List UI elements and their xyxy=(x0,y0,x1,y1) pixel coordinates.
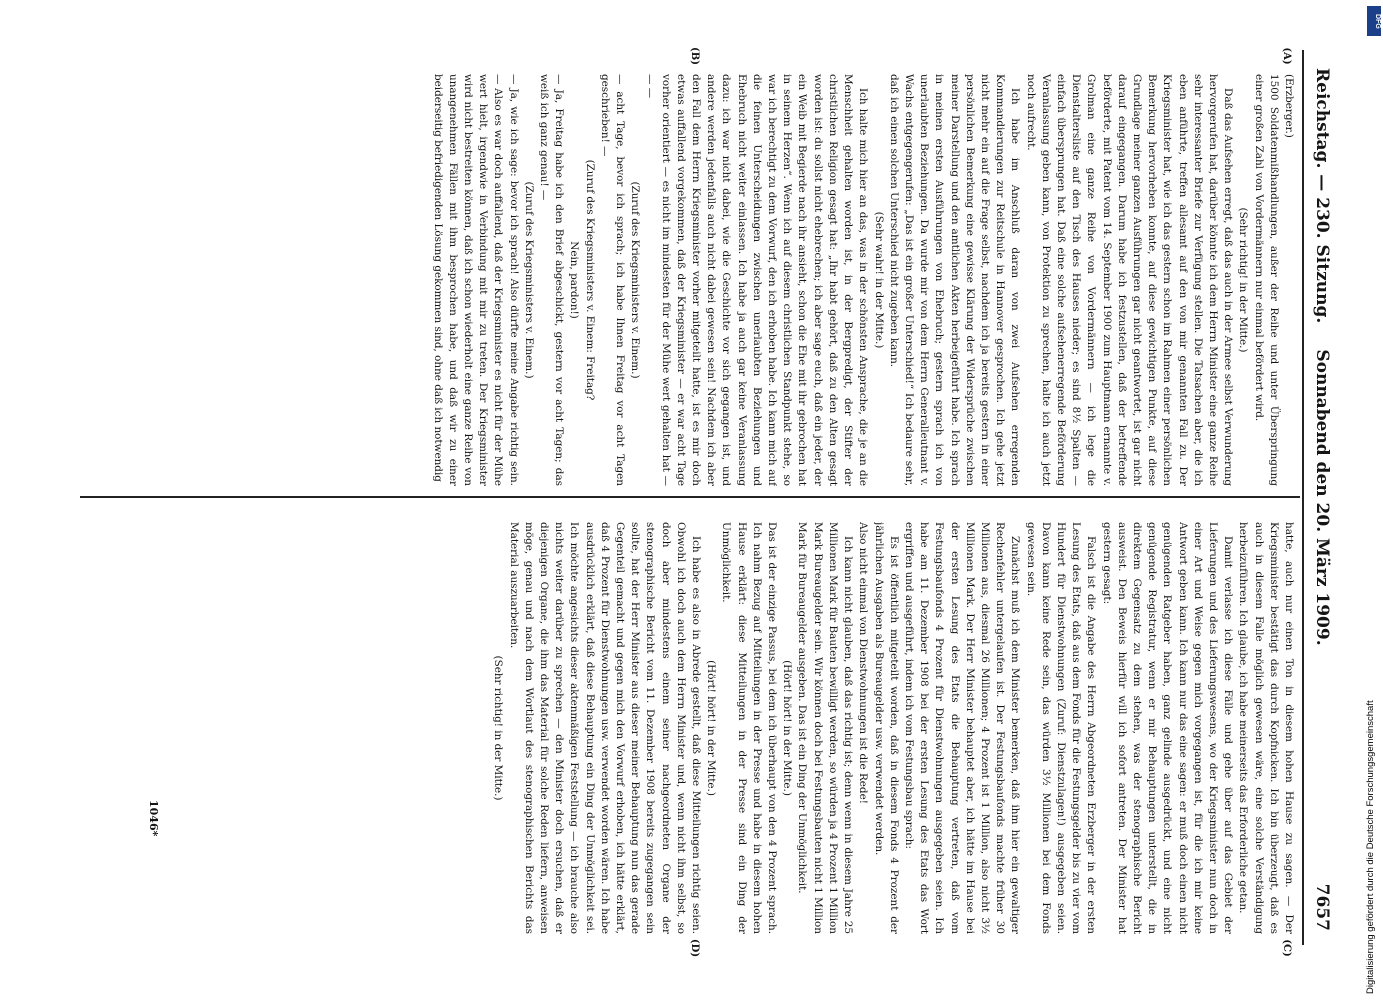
left-column xyxy=(86,74,1296,486)
right-column-paragraph: Das ist der einzige Passus, bei dem ich überhaupt von den 4 Prozent sprach. Ich nahm Bezug auf Mitteilungen in der Presse und habe in diesem hohen Hause erklärt: diese Mitteilungen in der Presse sind ein Ding der Unmöglichkeit. xyxy=(720,522,779,934)
left-column-paragraph: (Erzberger.) xyxy=(1283,74,1295,138)
right-column-paragraph: (Sehr richtig! in der Mitte.) xyxy=(492,655,505,801)
page-number: 7657 xyxy=(1312,883,1332,931)
right-column-paragraph: (Hört! hört! in der Mitte.) xyxy=(705,660,718,796)
right-column-paragraph: Ich kann nicht glauben, daß das richtig ist; denn wenn in diesem Jahre 25 Millionen Mark für Bauten bewilligt werden, so würden ja 4 Prozent 1 Million Mark Bureaugelder sein. Wir können doch bei Festungsbauten nicht 1 Million Mark für Bureaugelder ausgeben. Das ist ein Ding der Unmöglichkeit. xyxy=(796,522,855,934)
margin-marker-c: (C) xyxy=(1281,939,1292,957)
column-divider xyxy=(80,496,1300,498)
right-column-paragraph: Es ist öffentlich mitgeteilt worden, daß in diesem Fonds 4 Prozent der jährlichen Ausgaben als Bureaugelder usw. verwendet werden. xyxy=(872,522,900,934)
rotated-page xyxy=(70,40,1340,958)
left-column-paragraph: 1500 Soldatenmißhandlungen, außer der Reihe und unter Überspringung einer großen Zahl von Vordermännern nur einmal befördert wird. xyxy=(1252,74,1280,486)
right-column-paragraph: Damit verlasse ich diese Fälle und gehe über auf das Gebiet der Lieferungen und des Lieferungswesens, wo der Kriegsminister nun doch in einer Art und Weise gegen mich vorgegangen ist, für die ich mir keine Antwort geben kann. Ich kann nur das eine sagen: er muß doch einen nicht genügenden Ratgeber haben, ganz gelinde ausgedrückt, und eine nicht genügende Registratur, wenn er mir Behauptungen unterstellt, die in direktem Gegensatz zu dem stehen, was der stenographische Bericht ausweist. Den Beweis hierfür will ich sofort antreten. Der Minister hat gestern gesagt: xyxy=(1100,522,1235,934)
left-column-paragraph: — acht Tage, bevor ich sprach; ich habe Ihnen Freitag vor acht Tagen geschrieben! — xyxy=(598,74,627,486)
margin-marker-a: (A) xyxy=(1281,47,1292,65)
left-column-paragraph: (Sehr wahr! in der Mitte.) xyxy=(872,211,885,349)
margin-marker-d: (D) xyxy=(689,938,700,958)
left-column-paragraph: — Ja, Freitag habe ich den Brief abgeschickt, gestern vor acht Tagen; das weiß ich ganz genau! — xyxy=(538,74,566,486)
header-left: Reichstag. — 230. Sitzung. xyxy=(1312,68,1332,324)
left-column-paragraph: Nein, pardon!) xyxy=(568,241,581,319)
left-column-paragraph: (Zuruf des Kriegsministers v. Einem.) xyxy=(629,181,642,379)
signature-mark: 1046* xyxy=(147,800,160,837)
right-column-paragraph: (Hört! hört! in der Mitte.) xyxy=(781,660,794,796)
margin-marker-b: (B) xyxy=(689,47,700,65)
page-header xyxy=(1306,50,1332,945)
right-column-paragraph: Zunächst muß ich dem Minister bemerken, daß ihm hier ein gewaltiger Rechenfehler untergelaufen ist. Der Festungsbaufonds machte früher 30 Millionen aus, diesmal 26 Millionen; 4 Prozent ist 1 Million, also nicht 3½ Millionen Mark. Der Herr Minister behauptet aber, ich hätte im Hause bei der ersten Lesung des Etats die Behauptung vertreten, daß vom Festungsbaufonds 4 Prozent für Dienstwohnungen ausgegeben seien. Ich habe am 11. Dezember 1908 bei der ersten Lesung des Etats das Wort ergriffen und ausgeführt, indem ich vom Festungsbau sprach: xyxy=(902,522,1022,934)
left-column-paragraph: (Zuruf des Kriegsministers v. Einem.) xyxy=(522,181,535,379)
right-column-paragraph: Ich habe es also in Abrede gestellt, daß diese Mitteilungen richtig seien. Obwohl ich doch auch dem Herrn Minister und, wenn nicht ihm selbst, so doch aber mindestens einem seiner nachgeordneten Organe der stenographische Bericht vom 11. Dezember 1908 bereits zugegangen sein sollte, hat der Herr Minister aus dieser meiner Behauptung nun das gerade Gegenteil gemacht und gegen mich den Vorwurf erhoben, ich hätte erklärt, daß 4 Prozent für Dienstwohnungen usw. verwendet worden wären. Ich habe ausdrücklich erklärt, daß diese Behauptung ein Ding der Unmöglichkeit sei. Ich möchte angesichts dieser aktenmäßigen Feststellung — ich brauche also nichts weiter darüber zu sprechen — den Minister doch ersuchen, daß er diejenigen Organe, die ihm das Material für solche Reden liefern, anweisen möge, genau und nach dem Wortlaut des stenographischen Berichts das Material auszuarbeiten. xyxy=(507,522,703,934)
left-column-paragraph: — Ja, wie ich sage: bevor ich sprach! Also dürfte meine Angabe richtig sein. — Also es war doch auffallend, daß der Kriegsminister es nicht für der Mühe wert hielt, irgendwie in Verbindung mit mir zu treten. Der Kriegsminister wird nicht bestreiten können, daß ich schon wiederholt eine ganze Reihe von unangenehmen Fällen mit ihm besprochen habe, und daß wir zu einer beiderseitig befriedigenden Lösung gekommen sind, ohne daß ich notwendig xyxy=(431,74,520,486)
left-column-paragraph: Daß das Aufsehen erregt, daß das auch in der Armee selbst Verwunderung hervorgerufen hat, darüber könnte ich dem Herrn Minister eine ganze Reihe sehr interessanter Briefe zur Verfügung stellen. Die Tatsachen aber, die ich eben anführte, treffen allesamt auf den von mir genannten Fall zu. Der Kriegsminister hat, wie ich das gestern schon im Rahmen einer persönlichen Bemerkung hervorheben konnte, auf diese gewichtigen Punkte, auf diese Grundlage meiner ganzen Ausführungen gar nicht geantwortet, ist gar nicht darauf eingegangen. Darum habe ich festzustellen, daß der betreffende beförderte, mit Patent vom 14. September 1900 zum Hauptmann ernannte v. Grolman eine ganze Reihe von Vordermännern — ich lege die Dienstaltersliste auf den Tisch des Hauses nieder; es sind 8½ Spalten — einfach übersprungen hat. Daß eine solche aufsehenerregende Beförderung Veranlassung geben kann, von Protektion zu sprechen, halte ich auch jetzt noch aufrecht. xyxy=(1024,74,1235,486)
dfg-logo: DFG xyxy=(1367,6,1381,36)
left-column-paragraph: Ich halte mich hier an das, was in der schönsten Ansprache, die je an die Menschheit gehalten worden ist, in der Bergpredigt, der Stifter der christlichen Religion gesagt hat: „Ihr habt gehört, daß zu den Alten gesagt worden ist: du sollst nicht ehebrechen; ich aber sage euch, daß ein jeder, der ein Weib mit Begierde nach ihr ansieht, schon die Ehe mit ihr gebrochen hat in seinem Herzen“. Wenn ich auf diesem christlichen Standpunkt stehe, so war ich berechtigt zu dem Vorwurf, den ich erhoben habe. Ich kann mich auf die feinen Unterscheidungen zwischen unerlaubten Beziehungen und Ehebruch nicht weiter einlassen. Ich habe ja auch gar keine Veranlassung dazu: ich war nicht dabei, wie die Geschichte vor sich gegangen ist, und andere werden jedenfalls auch nicht dabei gewesen sein! Nachdem ich aber den Fall dem Herrn Kriegsminister vorher mitgeteilt hatte, ist es mir doch etwas auffallend vorgekommen, daß der Kriegsminister — er war acht Tage vorher orientiert — es nicht im mindesten für der Mühe wert gehalten hat — — — xyxy=(644,74,870,486)
left-column-paragraph: (Sehr richtig! in der Mitte.) xyxy=(1237,207,1250,353)
credit-text: Digitalisierung gefördert durch die Deutsche Forschungsgemeinschaft xyxy=(1365,700,1376,994)
right-column-paragraph: hatte, auch nur einen Ton in diesem hohen Hause zu sagen. — Der Kriegsminister bestätigt das durch Kopfnicken. Ich bin überzeugt, daß es auch in diesem Falle möglich gewesen wäre, eine solche Verständigung herbeizuführen. Ich glaube, ich habe meinerseits das Erforderliche getan. xyxy=(1237,522,1295,934)
left-column-paragraph: (Zuruf des Kriegsministers v. Einem: Freitag? xyxy=(583,159,596,401)
right-column xyxy=(86,522,1296,934)
header-rule xyxy=(1302,50,1304,945)
digitization-credit xyxy=(1365,44,1381,994)
header-date: Sonnabend den 20. März 1909. xyxy=(1312,349,1332,646)
right-column-paragraph: Also nicht einmal von Dienstwohnungen ist die Rede! xyxy=(857,522,870,804)
right-column-paragraph: Falsch ist die Angabe des Herrn Abgeordneten Erzberger in der ersten Lesung des Etats, daß aus dem Fonds für die Festungsgelder bis zu vier vom Hundert für Dienstwohnungen (Zuruf: Dienstzulagen!) ausgegeben seien. Davon kann keine Rede sein, das würden 3½ Millionen bei dem Fonds gewesen sein. xyxy=(1024,522,1098,934)
left-column-paragraph: Ich habe im Anschluß daran von zwei Aufsehen erregenden Kommandierungen zur Reitschule in Hannover gesprochen. Ich gehe jetzt nicht mehr ein auf die Frage selbst, nachdem ich ja bereits gestern in einer persönlichen Bemerkung eine gewisse Klärung der Widersprüche zwischen meiner Darstellung und den amtlichen Akten herbeigeführt habe. Ich sprach in meinen ersten Ausführungen von Ehebruch; gestern sprach ich von unerlaubten Beziehungen. Da wurde mir von dem Herrn Generalleutnant v. Wachs entgegengerufen: „Das ist ein großer Unterschied!“ Ich bedaure sehr, daß ich einen solchen Unterschied nicht zugeben kann. xyxy=(887,74,1022,486)
